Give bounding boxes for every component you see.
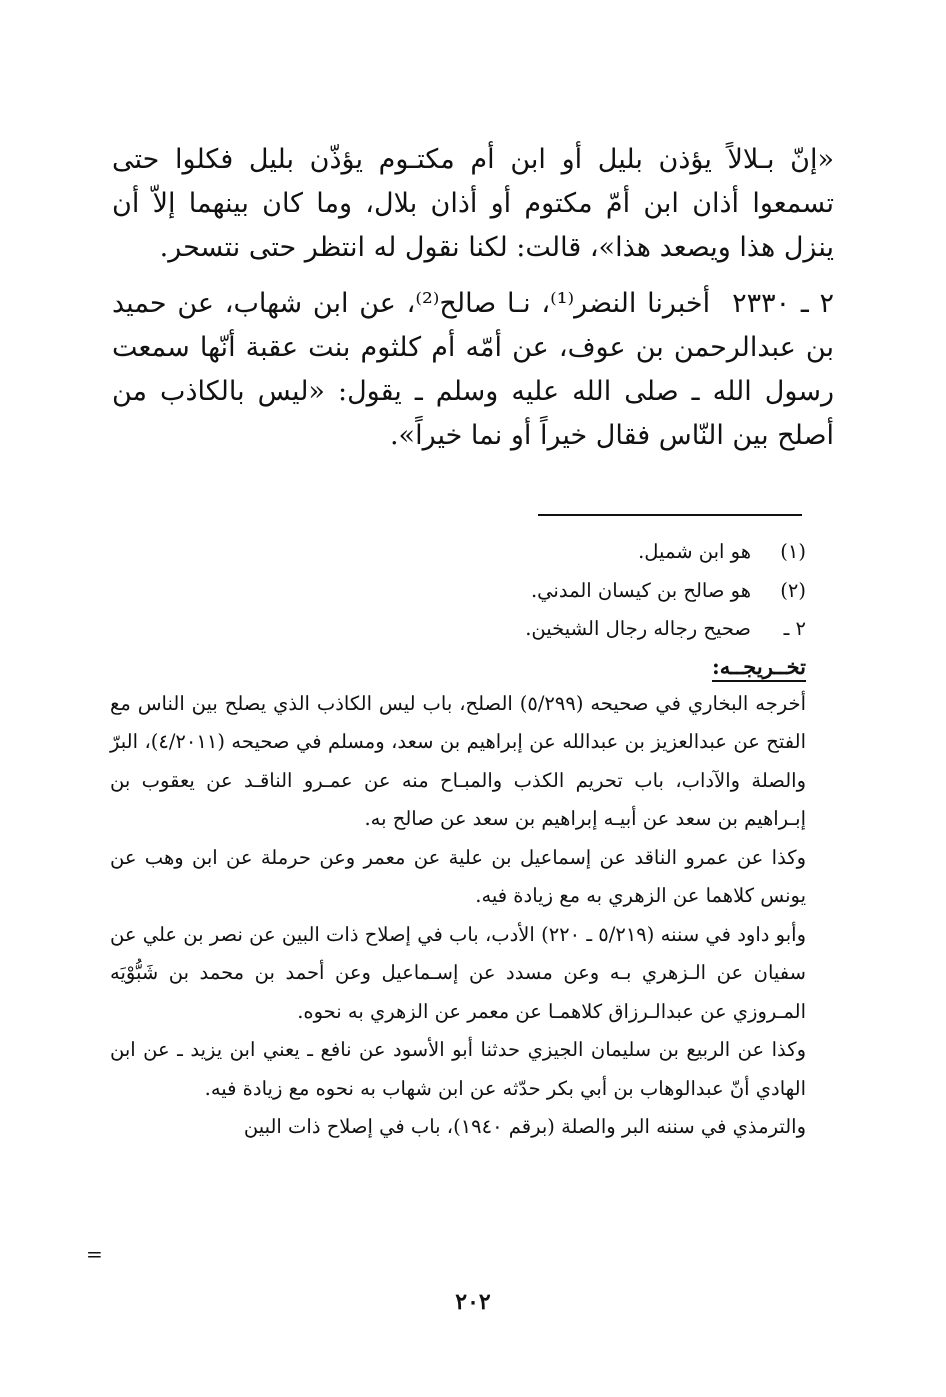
takhrij-paragraph-5: والترمذي في سننه البر والصلة (برقم ١٩٤٠)، باب في إصلاح ذات البين — [243, 1115, 806, 1138]
takhrij-paragraph-4: وكذا عن الربيع بن سليمان الجيزي حدثنا أبو الأسود عن نافع ـ يعني ابن يزيد ـ عن ابن الهادي أنّ عبدالوهاب بن أبي بكر حدّثه عن ابن شهاب به نحوه مع زيادة فيه. — [110, 1038, 806, 1100]
hadith-text: أخبرنا النضر⁽¹⁾، نـا صالح⁽²⁾، عن ابن شهاب، عن حميد بن عبدالرحمن بن عوف، عن أمّه أم كلثوم بنت عقبة أنّها سمعت رسول الله ـ صلى الله عليه وسلم ـ يقول: «ليس بالكاذب من أصلح بين النّاس فقال خيراً أو نما خيراً». — [112, 288, 834, 451]
main-paragraph-2 — [112, 282, 834, 458]
footnote-1 — [110, 533, 806, 572]
footnote-text: صحيح رجاله رجال الشيخين. — [525, 617, 751, 640]
footnote-text: هو صالح بن كيسان المدني. — [530, 578, 751, 602]
footnote-hadith-grade — [110, 610, 806, 649]
continuation-mark: = — [86, 1242, 103, 1266]
takhrij-paragraph-2: وكذا عن عمرو الناقد عن إسماعيل بن علية عن معمر وعن حرملة عن ابن وهب عن يونس كلاهما عن الزهري به مع زيادة فيه. — [110, 845, 806, 907]
footnote-separator — [538, 514, 802, 516]
takhrij-paragraph-1: أخرجه البخاري في صحيحه (٥/٢٩٩) الصلح، باب ليس الكاذب الذي يصلح بين الناس مع الفتح عن عبدالعزيز بن عبدالله عن إبراهيم بن سعد، ومسلم في صحيحه (٤/٢٠١١)، البرّ والصلة والآداب، باب تحريم الكذب والمبـاح منه عن عمـرو الناقـد عن يعقوب بن إبـراهيم بن سعد عن أبيـه إبراهيم بن سعد عن صالح به. — [110, 691, 806, 830]
footnote-text: هو ابن شميل. — [638, 540, 751, 563]
takhrij-heading: تخــريجــه: — [711, 653, 806, 679]
hadith-number: ٢ ـ ٢٣٣٠ — [732, 288, 835, 319]
main-text — [112, 138, 834, 458]
footnotes-section — [110, 533, 806, 1147]
footnote-2 — [110, 572, 806, 611]
footnote-label: (٢) — [780, 578, 806, 602]
page-number: ٢٠٢ — [455, 1289, 491, 1315]
main-paragraph-1: «إنّ بـلالاً يؤذن بليل أو ابن أم مكتـوم يؤذّن بليل فكلوا حتى تسمعوا أذان ابن أمّ مكتوم أو أذان بلال، وما كان بينهما إلاّ أن ينزل هذا ويصعد هذا»، قالت: لكنا نقول له انتظر حتى نتسحر. — [112, 144, 834, 263]
footnote-label: (١) — [780, 540, 806, 563]
footnote-label: ٢ ـ — [783, 617, 806, 640]
takhrij-paragraph-3: وأبو داود في سننه (٥/٢١٩ ـ ٢٢٠) الأدب، باب في إصلاح ذات البين عن نصر بن علي عن سفيان عن الـزهري بـه وعن مسدد عن إسـماعيل وعن أحمد بن محمد بن شَبُّوْيَه المـروزي عن عبدالـرزاق كلاهمـا عن معمر عن الزهري به نحوه. — [110, 922, 806, 1023]
